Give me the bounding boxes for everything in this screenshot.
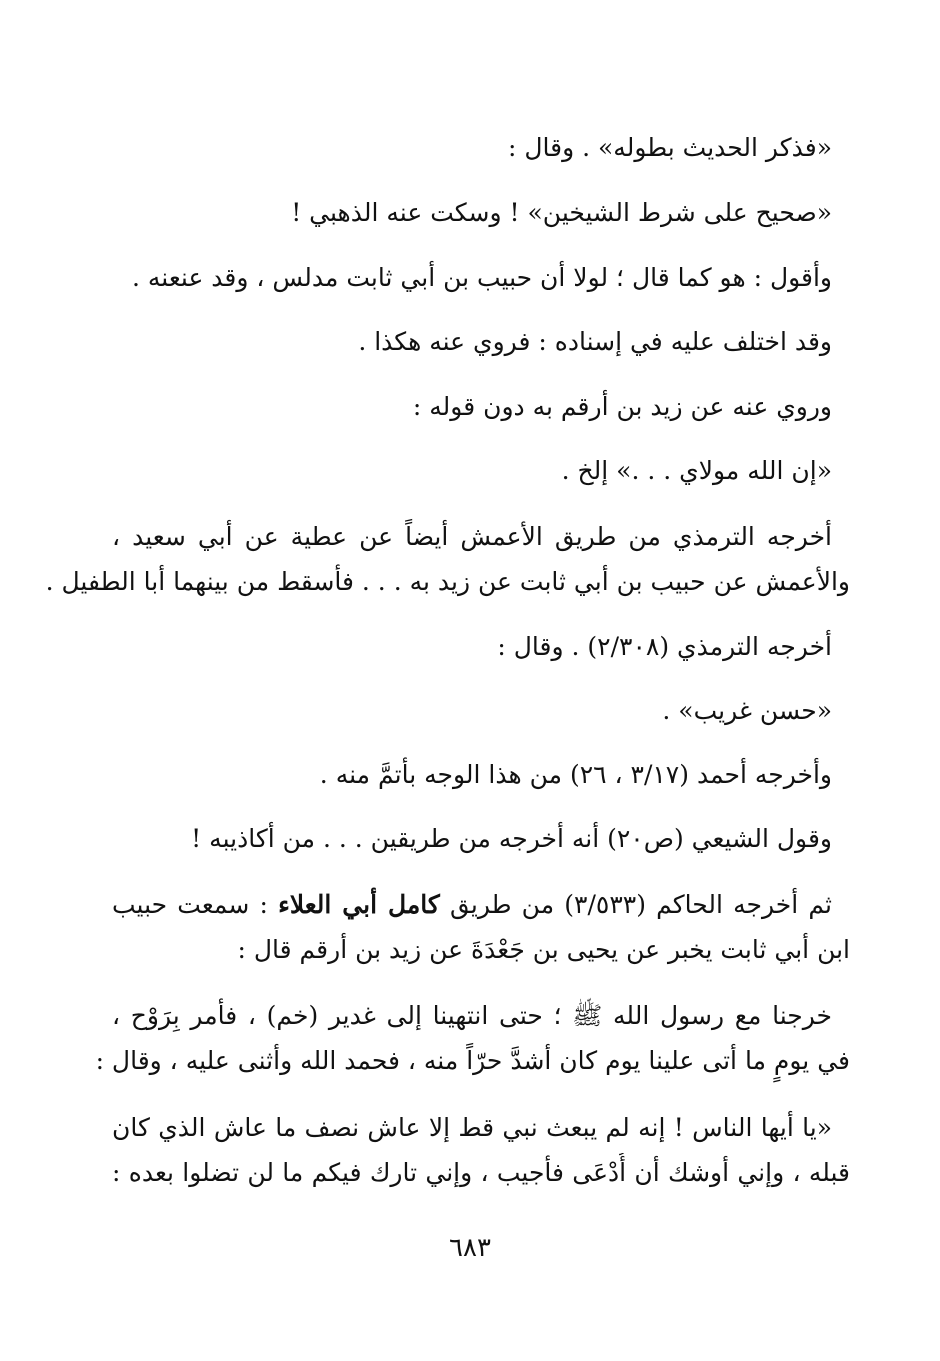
page-number: ٦٨٣ — [449, 1233, 491, 1263]
hakim-line-end: : سمعت حبيب — [112, 890, 279, 919]
text-line: في يومٍ ما أتى علينا يوم كان أشدَّ حرّاً منه ، فحمد الله وأثنى عليه ، وقال : — [95, 1046, 850, 1075]
text-line: وأقول : هو كما قال ؛ لولا أن حبيب بن أبي ثابت مدلس ، وقد عنعنه . — [132, 263, 832, 292]
text-line: أخرجه الترمذي (٢/٣٠٨) . وقال : — [497, 632, 832, 661]
text-line: «إن الله مولاي . . .» إلخ . — [561, 456, 832, 485]
hakim-line-start: ثم أخرجه الحاكم (٣/٥٣٣) من طريق — [439, 890, 832, 919]
text-line: وقول الشيعي (ص٢٠) أنه أخرجه من طريقين . . . من أكاذيبه ! — [191, 824, 832, 853]
text-line: خرجنا مع رسول الله ﷺ ؛ حتى انتهينا إلى غدير (خم) ، فأمر بِرَوْح ، — [112, 1001, 832, 1030]
hakim-line — [112, 885, 832, 925]
text-line: «صحيح على شرط الشيخين» ! وسكت عنه الذهبي ! — [291, 198, 832, 227]
text-line: والأعمش عن حبيب بن أبي ثابت عن زيد به . . . فأسقط من بينهما أبا الطفيل . — [45, 567, 850, 596]
text-line: وروي عنه عن زيد بن أرقم به دون قوله : — [412, 392, 832, 421]
narrator-name: كامل أبي العلاء — [278, 890, 440, 919]
text-line: قبله ، وإني أوشك أن أُدْعَى فأجيب ، وإني تارك فيكم ما لن تضلوا بعده : — [112, 1158, 850, 1187]
text-line: «يا أيها الناس ! إنه لم يبعث نبي قط إلا عاش نصف ما عاش الذي كان — [112, 1113, 832, 1142]
text-line: وقد اختلف عليه في إسناده : فروي عنه هكذا . — [358, 327, 832, 356]
text-line: «فذكر الحديث بطوله» . وقال : — [508, 133, 832, 162]
text-line: وأخرجه أحمد (٣/١٧ ، ٢٦) من هذا الوجه بأتمَّ منه . — [319, 760, 832, 789]
text-line: «حسن غريب» . — [662, 696, 832, 725]
text-line: ابن أبي ثابت يخبر عن يحيى بن جَعْدَةَ عن زيد بن أرقم قال : — [237, 935, 850, 964]
text-line: أخرجه الترمذي من طريق الأعمش أيضاً عن عطية عن أبي سعيد ، — [112, 522, 832, 551]
